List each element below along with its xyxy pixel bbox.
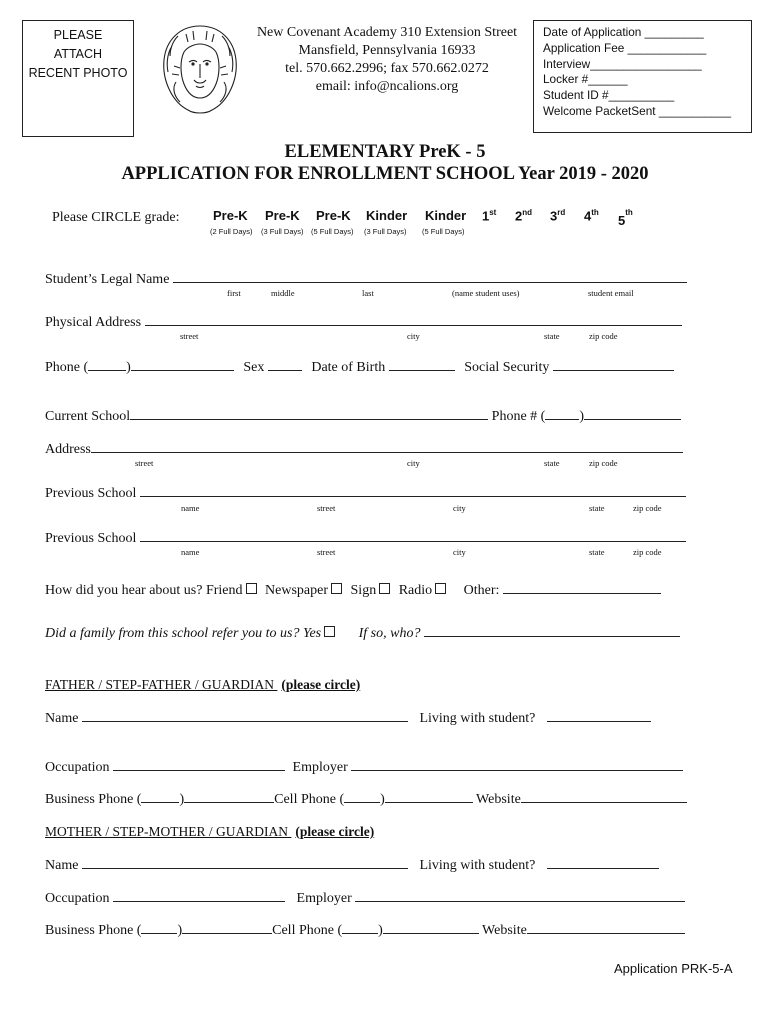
date-of-application-field[interactable]: Date of Application _________	[543, 25, 704, 39]
referral-who-input[interactable]	[424, 625, 680, 637]
sign-checkbox[interactable]	[379, 583, 390, 594]
sub-label: name	[181, 503, 200, 513]
mother-living-label: Living with student?	[419, 858, 536, 873]
hear-about-row	[45, 582, 661, 599]
grade-option[interactable]: Pre-K	[265, 208, 300, 223]
previous-school-row	[45, 530, 686, 547]
address-input[interactable]	[91, 441, 683, 453]
school-header	[248, 24, 526, 96]
page-subtitle: APPLICATION FOR ENROLLMENT SCHOOL Year 2019 - 2020	[121, 164, 649, 184]
father-website-input[interactable]	[521, 791, 687, 803]
referral-yes-checkbox[interactable]	[324, 626, 335, 637]
father-employer-input[interactable]	[351, 759, 683, 771]
sub-label: city	[407, 458, 420, 468]
referral-row	[45, 625, 680, 642]
sub-label: city	[453, 547, 466, 557]
grade-option[interactable]: Pre-K	[316, 208, 351, 223]
father-heading-text: FATHER / STEP-FATHER / GUARDIAN	[45, 677, 275, 692]
school-city: Mansfield, Pennsylvania 16933	[298, 43, 476, 58]
ssn-label: Social Security	[464, 360, 550, 375]
father-cell-phone-label: Cell Phone (	[274, 792, 345, 807]
hear-option-radio: Radio	[398, 583, 433, 598]
sub-label: middle	[271, 288, 295, 298]
current-school-label: Current School	[45, 409, 131, 424]
father-living-label: Living with student?	[419, 711, 536, 726]
phone-close: )	[378, 923, 383, 938]
student-name-row	[45, 271, 687, 288]
phone-close: )	[177, 923, 183, 938]
current-school-area-input[interactable]	[545, 408, 579, 420]
mother-occupation-row	[45, 890, 685, 907]
grade-option[interactable]: Kinder	[366, 208, 408, 223]
mother-phone-row	[45, 922, 685, 939]
sub-label: zip code	[633, 547, 662, 557]
father-section-heading	[45, 677, 360, 693]
photo-box-line: RECENT PHOTO	[28, 66, 128, 80]
grade-note: (3 Full Days)	[261, 227, 304, 236]
father-business-phone-label: Business Phone (	[45, 792, 142, 807]
sub-label: city	[453, 503, 466, 513]
phone-label: Phone (	[45, 360, 89, 375]
dob-label: Date of Birth	[311, 360, 386, 375]
newspaper-checkbox[interactable]	[331, 583, 342, 594]
sub-label: state	[589, 503, 605, 513]
dob-input[interactable]	[389, 359, 455, 371]
mother-employer-label: Employer	[296, 891, 352, 906]
office-use-box	[533, 20, 752, 133]
previous-school-row	[45, 485, 686, 502]
sub-label: state	[544, 331, 560, 341]
current-school-row	[45, 408, 681, 425]
sub-label: student email	[588, 288, 634, 298]
other-label: Other:	[463, 583, 500, 598]
sub-label: last	[362, 288, 374, 298]
mother-name-label: Name	[45, 858, 79, 873]
father-circle-text: (please circle)	[281, 677, 361, 692]
current-school-phone-input[interactable]	[584, 408, 681, 420]
grade-note: (3 Full Days)	[364, 227, 407, 236]
application-fee-field[interactable]: Application Fee ____________	[543, 40, 707, 55]
ssn-input[interactable]	[553, 359, 674, 371]
grade-number[interactable]: 4th	[584, 208, 599, 224]
address-row	[45, 441, 683, 458]
interview-field[interactable]: Interview_________________	[543, 56, 702, 71]
grade-number[interactable]: 5th	[618, 208, 633, 228]
photo-box	[22, 20, 134, 137]
sub-label: street	[135, 458, 154, 468]
phone-close: )	[179, 792, 185, 807]
father-occupation-row	[45, 759, 683, 776]
mother-name-input[interactable]	[82, 857, 408, 869]
father-occupation-input[interactable]	[113, 759, 285, 771]
sub-label: name	[181, 547, 200, 557]
physical-address-input[interactable]	[145, 314, 682, 326]
mother-living-input[interactable]	[547, 857, 659, 869]
sub-label: zip code	[633, 503, 662, 513]
grade-note: (2 Full Days)	[210, 227, 253, 236]
student-id-field[interactable]: Student ID #__________	[543, 88, 675, 103]
friend-checkbox[interactable]	[246, 583, 257, 594]
photo-box-line: PLEASE	[53, 28, 103, 42]
radio-checkbox[interactable]	[435, 583, 446, 594]
phone-area-input[interactable]	[88, 359, 126, 371]
father-business-phone-input[interactable]	[184, 791, 274, 803]
sub-label: street	[180, 331, 199, 341]
sub-label: zip code	[589, 458, 618, 468]
father-living-input[interactable]	[547, 710, 651, 722]
mother-name-row	[45, 857, 659, 874]
father-phone-row	[45, 791, 687, 808]
sub-label: city	[407, 331, 420, 341]
father-name-label: Name	[45, 711, 79, 726]
address-label: Address	[45, 442, 91, 457]
father-occupation-label: Occupation	[45, 760, 110, 775]
page-title: ELEMENTARY PreK - 5	[284, 142, 486, 162]
sub-label: (name student uses)	[452, 288, 520, 298]
sub-label: street	[317, 503, 336, 513]
grade-number[interactable]: 1st	[482, 208, 497, 224]
welcome-packet-field[interactable]: Welcome PacketSent ___________	[543, 103, 732, 118]
grade-option[interactable]: Kinder	[425, 208, 467, 223]
hear-option-friend: Friend	[205, 583, 243, 598]
previous-school-label: Previous School	[45, 531, 137, 546]
previous-school-label: Previous School	[45, 486, 137, 501]
mother-occupation-input[interactable]	[113, 890, 285, 902]
locker-field[interactable]: Locker #______	[543, 72, 628, 87]
form-code-footer: Application PRK-5-A	[614, 961, 733, 976]
phone-row	[45, 359, 674, 376]
father-business-area-input[interactable]	[141, 791, 179, 803]
lion-logo-icon	[158, 22, 242, 117]
phone-close: )	[579, 409, 584, 424]
grade-option[interactable]: Pre-K	[213, 208, 248, 223]
current-school-input[interactable]	[130, 408, 488, 420]
physical-address-row	[45, 314, 682, 331]
father-website-label: Website	[476, 792, 521, 807]
grade-note: (5 Full Days)	[311, 227, 354, 236]
hear-about-label: How did you hear about us?	[45, 583, 203, 598]
current-school-phone-label: Phone # (	[491, 409, 546, 424]
grade-label: Please CIRCLE grade:	[52, 210, 180, 225]
mother-occupation-label: Occupation	[45, 891, 110, 906]
photo-box-line: ATTACH	[53, 47, 103, 61]
mother-circle-text: (please circle)	[295, 824, 375, 839]
school-phone: tel. 570.662.2996; fax 570.662.0272	[285, 61, 489, 76]
grade-note: (5 Full Days)	[422, 227, 465, 236]
sub-label: state	[589, 547, 605, 557]
father-name-input[interactable]	[82, 710, 408, 722]
sex-input[interactable]	[268, 359, 302, 371]
previous-school-input[interactable]	[140, 530, 686, 542]
student-name-label: Student’s Legal Name	[45, 272, 170, 287]
school-email: email: info@ncalions.org	[315, 79, 459, 94]
grade-number[interactable]: 2nd	[515, 208, 533, 224]
hear-option-newspaper: Newspaper	[265, 583, 329, 598]
phone-input[interactable]	[131, 359, 234, 371]
grade-number[interactable]: 3rd	[550, 208, 566, 224]
mother-heading-text: MOTHER / STEP-MOTHER / GUARDIAN	[45, 824, 288, 839]
school-name: New Covenant Academy 310 Extension Street	[256, 25, 518, 40]
mother-website-input[interactable]	[527, 922, 685, 934]
student-name-input[interactable]	[173, 271, 687, 283]
previous-school-input[interactable]	[140, 485, 686, 497]
mother-section-heading	[45, 824, 374, 840]
father-name-row	[45, 710, 651, 727]
mother-business-area-input[interactable]	[141, 922, 177, 934]
mother-business-phone-input[interactable]	[182, 922, 272, 934]
sub-label: street	[317, 547, 336, 557]
mother-cell-area-input[interactable]	[342, 922, 378, 934]
mother-cell-phone-input[interactable]	[383, 922, 479, 934]
mother-employer-input[interactable]	[355, 890, 685, 902]
mother-website-label: Website	[482, 923, 527, 938]
sub-label: state	[544, 458, 560, 468]
sex-label: Sex	[243, 360, 265, 375]
referral-who-label: If so, who?	[358, 626, 421, 641]
physical-address-label: Physical Address	[45, 315, 142, 330]
hear-option-sign: Sign	[350, 583, 377, 598]
father-employer-label: Employer	[292, 760, 348, 775]
father-cell-area-input[interactable]	[344, 791, 380, 803]
mother-cell-phone-label: Cell Phone (	[272, 923, 343, 938]
phone-close: )	[126, 360, 131, 375]
father-cell-phone-input[interactable]	[385, 791, 473, 803]
other-input[interactable]	[503, 582, 661, 594]
mother-business-phone-label: Business Phone (	[45, 923, 142, 938]
sub-label: zip code	[589, 331, 618, 341]
sub-label: first	[227, 288, 241, 298]
referral-label: Did a family from this school refer you to us? Yes	[45, 626, 322, 641]
phone-close: )	[380, 792, 385, 807]
